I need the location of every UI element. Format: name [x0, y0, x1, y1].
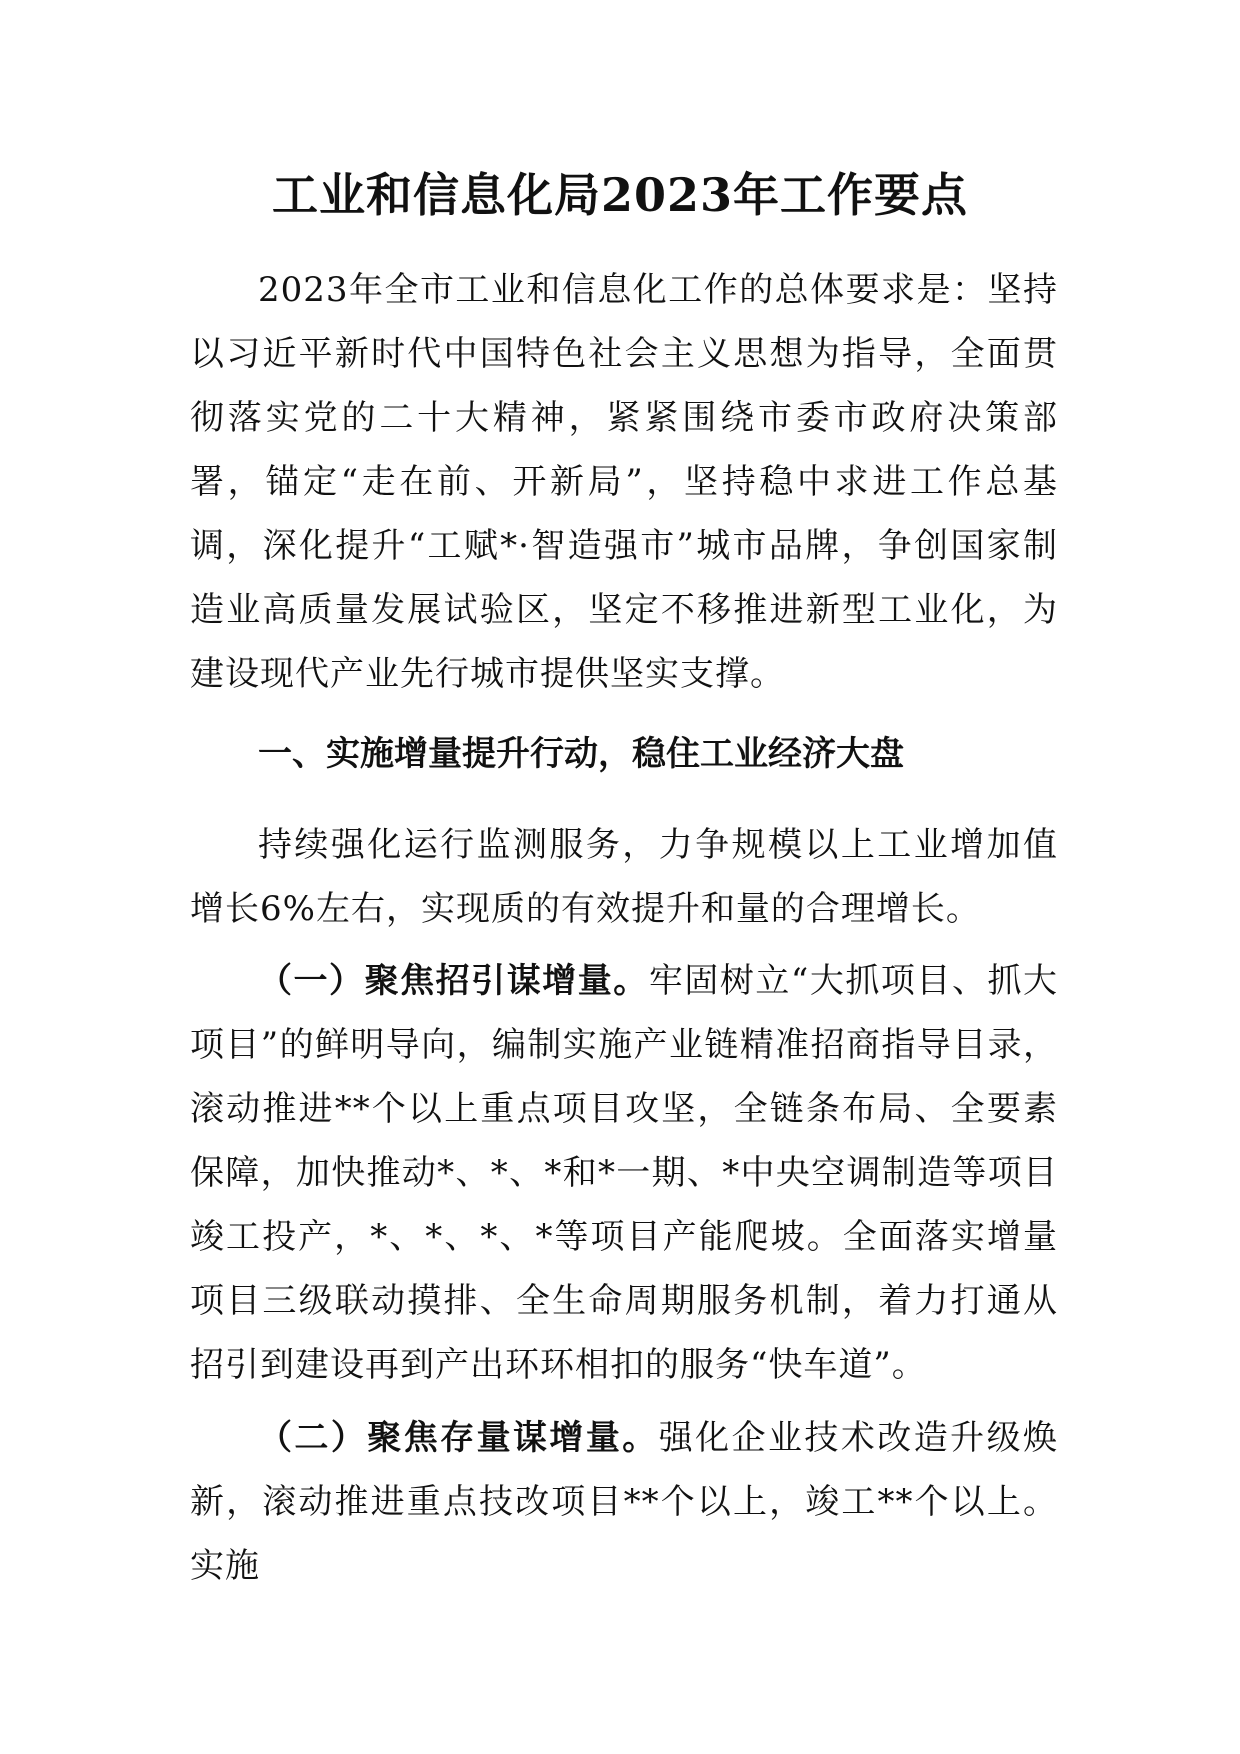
item-1-lead: （一）聚焦招引谋增量。	[258, 961, 649, 1001]
item-2-paragraph	[190, 1406, 1058, 1598]
item-1-body: 牢固树立“大抓项目、抓大项目”的鲜明导向，编制实施产业链精准招商指导目录，滚动推进**个以上重点项目攻坚，全链条布局、全要素保障，加快推动*、*、*和*一期、*中央空调制造等项目竣工投产，*、*、*、*等项目产能爬坡。全面落实增量项目三级联动摸排、全生命周期服务机制，着力打通从招引到建设再到产出环环相扣的服务“快车道”。	[190, 961, 1058, 1385]
item-2-body: 强化企业技术改造升级焕新，滚动推进重点技改项目**个以上，竣工**个以上。实施	[190, 1418, 1059, 1586]
item-2-lead: （二）聚焦存量谋增量。	[258, 1418, 659, 1458]
section-heading-1: 一、实施增量提升行动，稳住工业经济大盘	[258, 734, 904, 774]
section-1-paragraph: 持续强化运行监测服务，力争规模以上工业增加值增长6%左右，实现质的有效提升和量的合理增长。	[190, 825, 1058, 929]
intro-paragraph: 2023年全市工业和信息化工作的总体要求是：坚持以习近平新时代中国特色社会主义思想为指导，全面贯彻落实党的二十大精神，紧紧围绕市委市政府决策部署，锚定“走在前、开新局”，坚持稳中求进工作总基调，深化提升“工赋*·智造强市”城市品牌，争创国家制造业高质量发展试验区，坚定不移推进新型工业化，为建设现代产业先行城市提供坚实支撑。	[190, 270, 1058, 694]
document-title: 工业和信息化局2023年工作要点	[271, 168, 969, 222]
item-1-paragraph	[190, 949, 1058, 1397]
